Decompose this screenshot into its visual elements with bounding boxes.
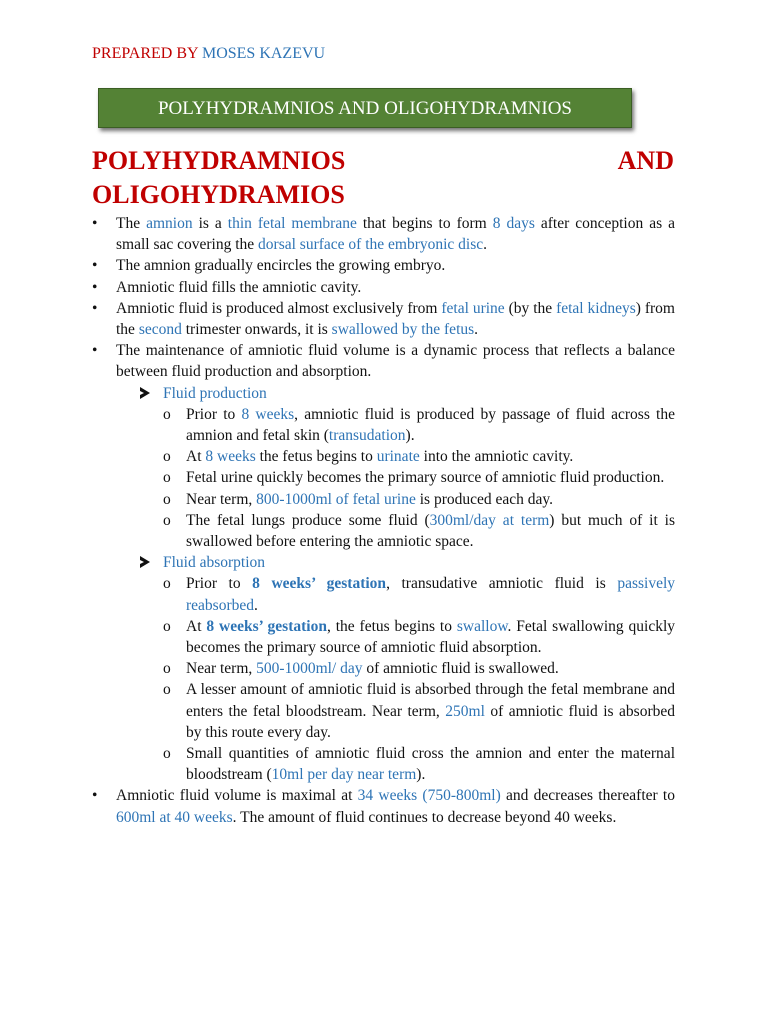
highlighted-term: 8 days	[492, 215, 535, 232]
sub-bullet-item	[116, 510, 675, 552]
text-run: Near term,	[186, 660, 257, 678]
highlighted-term: 250ml	[445, 702, 485, 720]
highlighted-term: passively reabsorbed	[186, 575, 675, 614]
prepared-by-line	[92, 44, 325, 64]
text-run: , amniotic fluid is produced by passage of fluid across the amnion and fetal skin (	[186, 405, 675, 445]
highlighted-term: 8 weeks	[205, 448, 256, 466]
topic-banner: POLYHYDRAMNIOS AND OLIGOHYDRAMNIOS	[98, 88, 632, 128]
highlighted-term: dorsal surface of the embryonic disc	[258, 236, 484, 254]
section-heading-text: Fluid absorption	[163, 554, 266, 572]
text-run: trimester onwards, it is	[181, 321, 332, 339]
text-run: Small quantities of amniotic fluid cross the amnion and enter the maternal bloodstream (	[186, 745, 675, 784]
bullet-item	[92, 340, 675, 382]
sub-bullet-item	[116, 467, 675, 488]
title-word-polyhydramnios: POLYHYDRAMNIOS	[92, 146, 346, 175]
section-heading-text: Fluid production	[163, 384, 267, 402]
section-heading	[116, 383, 675, 404]
bullet-item	[92, 255, 675, 276]
text-run: At	[186, 448, 206, 466]
highlighted-term: 10ml per day near term	[271, 766, 417, 784]
fluid-production-section	[92, 383, 675, 553]
text-run: into the amniotic cavity.	[419, 448, 574, 466]
fluid-absorption-section	[92, 552, 675, 785]
highlighted-term: transudation	[328, 427, 406, 445]
highlighted-term: 8 weeks’ gestation	[252, 575, 387, 593]
page-title-line-2	[92, 178, 674, 212]
highlighted-term: second	[138, 321, 182, 339]
arrow-bullet-icon	[140, 556, 150, 568]
sub-bullet-list	[116, 573, 675, 785]
arrow-bullet-icon	[140, 387, 150, 399]
highlighted-term: 800-1000ml of fetal urine	[256, 490, 416, 508]
highlighted-term: fetal urine	[441, 299, 505, 317]
text-run: Amniotic fluid fills the amniotic cavity.	[116, 278, 362, 296]
sub-bullet-item	[116, 616, 675, 658]
text-run: is a	[192, 215, 228, 232]
highlighted-term: urinate	[376, 448, 420, 466]
text-run: , the fetus begins to	[326, 617, 457, 635]
text-run: , transudative amniotic fluid is	[386, 575, 618, 593]
text-run: ) from the	[116, 299, 675, 339]
highlighted-term: amnion	[146, 215, 193, 232]
text-run: At	[186, 617, 207, 635]
sub-bullet-item	[116, 658, 675, 679]
author-name: MOSES KAZEVU	[201, 45, 326, 62]
text-run: ).	[405, 427, 415, 445]
bullet-item	[92, 785, 675, 827]
notes-content	[92, 213, 675, 828]
text-run: .	[254, 596, 258, 614]
highlighted-term: 500-1000ml/ day	[256, 660, 363, 678]
text-run: Amniotic fluid is produced almost exclusively from	[116, 299, 442, 317]
highlighted-term: 600ml at 40 weeks	[116, 808, 233, 826]
text-run: Amniotic fluid volume is maximal at	[116, 787, 358, 805]
text-run: that begins to form	[356, 215, 493, 232]
text-run: Fetal urine quickly becomes the primary source of amniotic fluid production.	[186, 469, 665, 487]
text-run: A lesser amount of amniotic fluid is absorbed through the fetal membrane and enters the fetal bloodstream. Near term,	[186, 681, 675, 720]
page-title-line-1	[92, 144, 674, 178]
text-run: Prior to	[186, 405, 242, 423]
text-run: (by the	[504, 299, 557, 317]
highlighted-term: fetal kidneys	[556, 299, 636, 317]
text-run: .	[474, 321, 479, 339]
text-run: of amniotic fluid is absorbed by this route every day.	[186, 702, 676, 741]
text-run: . Fetal swallowing quickly becomes the primary source of amniotic fluid absorption.	[186, 617, 676, 657]
sub-bullet-list	[116, 404, 675, 552]
sub-bullet-item	[116, 446, 675, 467]
section-heading	[116, 552, 675, 573]
prepared-by-label: PREPARED BY	[92, 45, 198, 62]
sub-bullet-item	[116, 573, 675, 615]
main-bullet-list	[92, 213, 675, 828]
sub-bullet-item	[116, 489, 675, 510]
highlighted-term: 300ml/day at term	[429, 511, 550, 529]
text-run: The amnion gradually encircles the growing embryo.	[116, 257, 446, 275]
text-run: The fetal lungs produce some fluid (	[186, 511, 430, 529]
text-run: Prior to	[186, 575, 253, 593]
sub-bullet-item	[116, 743, 675, 785]
highlighted-term: thin fetal membrane	[227, 215, 357, 232]
text-run: . The amount of fluid continues to decrease beyond 40 weeks.	[232, 808, 617, 826]
sub-bullet-item	[116, 679, 675, 743]
text-run: after conception as a small sac covering the	[116, 215, 676, 254]
highlighted-term: 8 weeks	[241, 405, 295, 423]
bullet-item	[92, 298, 675, 340]
highlighted-term: 8 weeks’ gestation	[206, 617, 327, 635]
text-run: ) but much of it is swallowed before entering the amniotic space.	[186, 511, 675, 551]
title-word-oligohydramios: OLIGOHYDRAMIOS	[92, 180, 345, 209]
text-run: the fetus begins to	[255, 448, 377, 466]
text-run: The maintenance of amniotic fluid volume is a dynamic process that reflects a balance between fluid production and absorption.	[116, 342, 675, 381]
highlighted-term: 34 weeks (750-800ml)	[357, 787, 501, 805]
highlighted-term: swallow	[456, 617, 508, 635]
bullet-item	[92, 277, 675, 298]
text-run: Near term,	[186, 490, 257, 508]
text-run: ).	[416, 766, 426, 784]
bullet-item	[92, 213, 675, 255]
title-word-and: AND	[617, 146, 674, 175]
sub-bullet-item	[116, 404, 675, 446]
text-run: .	[483, 236, 488, 254]
text-run: of amniotic fluid is swallowed.	[362, 660, 559, 678]
text-run: The	[116, 215, 147, 232]
text-run: is produced each day.	[415, 490, 554, 508]
text-run: and decreases thereafter to	[500, 787, 675, 805]
highlighted-term: swallowed by the fetus	[331, 321, 475, 339]
